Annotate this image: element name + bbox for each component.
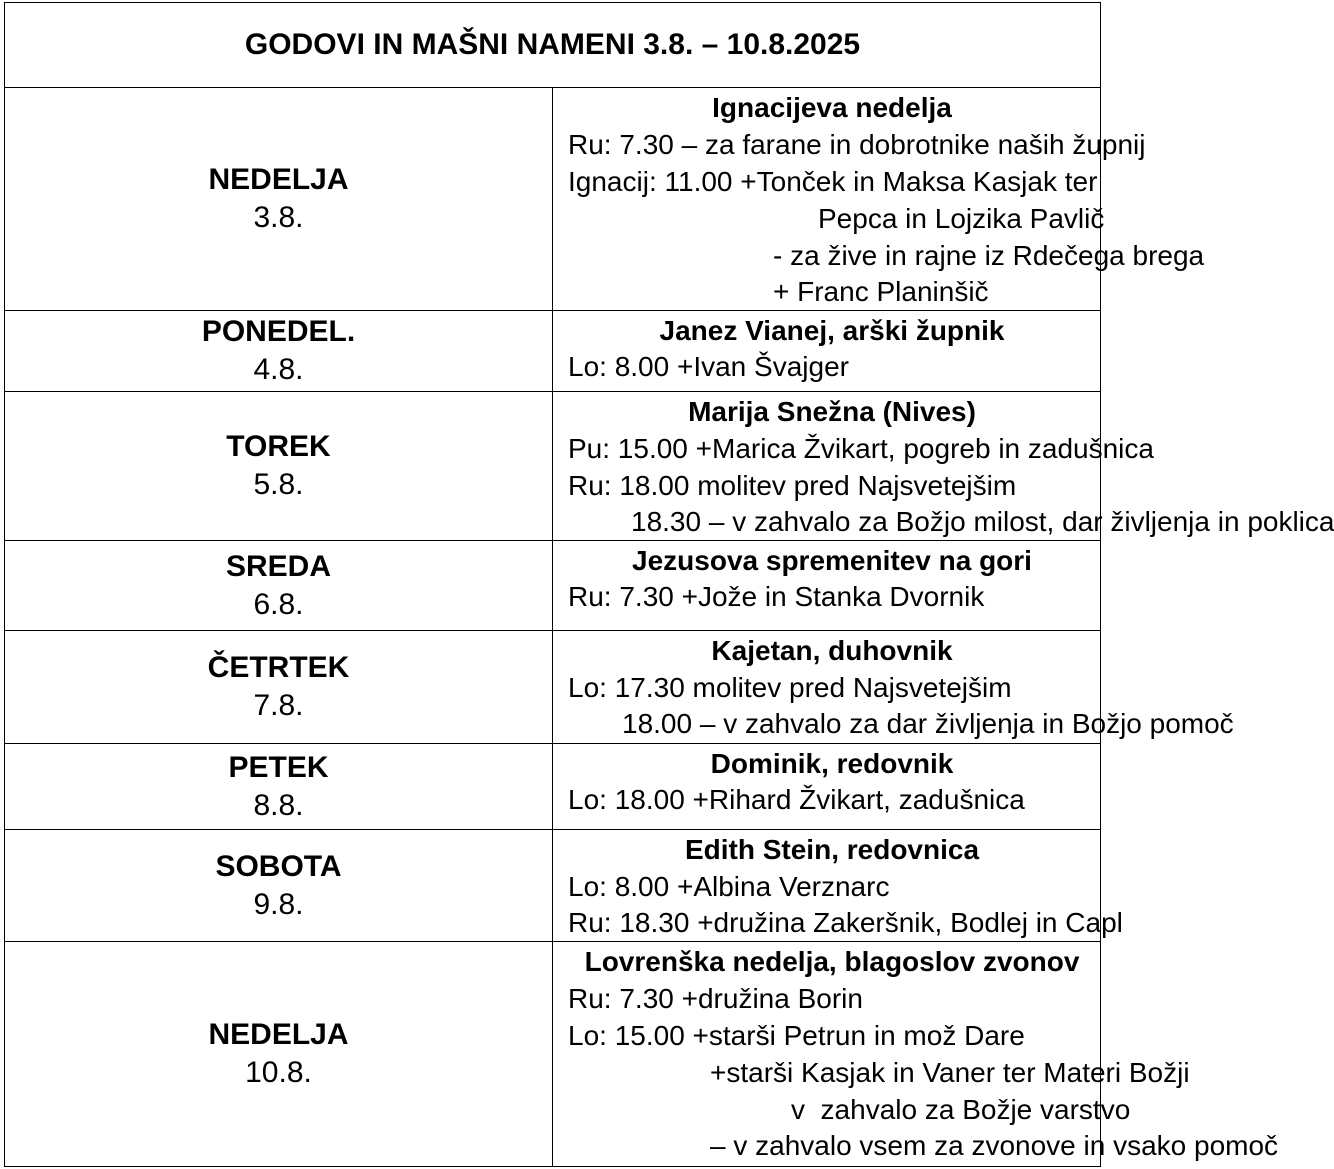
- feast-title: Lovrenška nedelja, blagoslov zvonov: [584, 946, 1080, 977]
- day-cell: [5, 744, 553, 830]
- mass-line: Ru: 18.00 molitev pred Najsvetejšim: [568, 470, 1017, 501]
- mass-info-cell: [553, 631, 1234, 744]
- mass-line: Lo: 8.00 +Albina Verznarc: [568, 871, 890, 902]
- day-row: [5, 631, 1101, 744]
- mass-line: Ignacij: 11.00 +Tonček in Maksa Kasjak ter: [568, 166, 1098, 197]
- mass-line: Ru: 7.30 – za farane in dobrotnike naših župnij: [568, 129, 1146, 160]
- mass-line: 18.00 – v zahvalo za dar življenja in Božjo pomoč: [622, 708, 1234, 739]
- mass-line: Ru: 7.30 +Jože in Stanka Dvornik: [568, 581, 985, 612]
- day-date: 5.8.: [253, 468, 304, 501]
- day-date: 10.8.: [245, 1056, 312, 1089]
- day-date: 3.8.: [253, 201, 304, 234]
- day-row: [5, 392, 1101, 541]
- mass-line: Pepca in Lojzika Pavlič: [818, 203, 1105, 234]
- day-cell: [5, 942, 553, 1167]
- day-name: TOREK: [226, 430, 331, 463]
- mass-info-cell: [553, 392, 1334, 541]
- day-cell: [5, 631, 553, 744]
- mass-line: – v zahvalo vsem za zvonove in vsako pomoč: [710, 1130, 1279, 1161]
- feast-title: Ignacijeva nedelja: [712, 92, 952, 123]
- mass-line: Ru: 7.30 +družina Borin: [568, 983, 863, 1014]
- day-cell: [5, 311, 553, 392]
- mass-info-cell: [553, 311, 1101, 392]
- day-name: PETEK: [228, 750, 329, 784]
- mass-info-cell: [553, 88, 1205, 311]
- mass-info-cell: [553, 541, 1101, 631]
- mass-line: 18.30 – v zahvalo za Božjo milost, dar življenja in poklica: [631, 506, 1334, 537]
- mass-line: Pu: 15.00 +Marica Žvikart, pogreb in zadušnica: [568, 433, 1154, 464]
- mass-line: Lo: 18.00 +Rihard Žvikart, zadušnica: [568, 784, 1025, 815]
- day-name: ČETRTEK: [207, 651, 350, 684]
- mass-line: Ru: 18.30 +družina Zakeršnik, Bodlej in Capl: [568, 907, 1123, 938]
- day-row: [5, 541, 1101, 631]
- day-cell: [5, 88, 553, 311]
- feast-title: Janez Vianej, arški župnik: [659, 315, 1005, 346]
- mass-info-cell: [553, 942, 1279, 1167]
- feast-title: Kajetan, duhovnik: [711, 635, 953, 666]
- feast-title: Marija Snežna (Nives): [688, 396, 976, 427]
- mass-line: + Franc Planinšič: [773, 276, 989, 307]
- day-date: 4.8.: [253, 353, 304, 386]
- day-row: [5, 744, 1101, 830]
- day-row: [5, 311, 1101, 392]
- mass-line: v zahvalo za Božje varstvo: [791, 1094, 1131, 1125]
- day-date: 7.8.: [253, 689, 304, 722]
- feast-title: Edith Stein, redovnica: [684, 834, 980, 865]
- day-cell: [5, 830, 553, 942]
- day-date: 8.8.: [253, 788, 304, 822]
- day-row: [5, 942, 1101, 1167]
- mass-line: Lo: 17.30 molitev pred Najsvetejšim: [568, 672, 1012, 703]
- day-name: NEDELJA: [208, 163, 349, 196]
- mass-line: +starši Kasjak in Vaner ter Materi Božji: [710, 1057, 1190, 1088]
- day-date: 6.8.: [253, 587, 304, 621]
- mass-line: - za žive in rajne iz Rdečega brega: [773, 240, 1205, 271]
- day-name: PONEDEL.: [201, 315, 356, 348]
- day-name: NEDELJA: [208, 1018, 349, 1051]
- day-cell: [5, 392, 553, 541]
- feast-title: Jezusova spremenitev na gori: [632, 545, 1032, 576]
- mass-line: Lo: 8.00 +Ivan Švajger: [568, 351, 849, 382]
- schedule-title: GODOVI IN MAŠNI NAMENI 3.8. – 10.8.2025: [5, 3, 1101, 88]
- schedule-table: [4, 2, 1334, 1167]
- title-row: [5, 3, 1101, 88]
- mass-info-cell: [553, 830, 1123, 942]
- mass-info-cell: [553, 744, 1101, 830]
- day-name: SREDA: [225, 549, 331, 583]
- feast-title: Dominik, redovnik: [710, 748, 954, 779]
- day-row: [5, 830, 1101, 942]
- day-date: 9.8.: [253, 887, 304, 921]
- day-name: SOBOTA: [215, 849, 342, 883]
- day-row: [5, 88, 1101, 311]
- day-cell: [5, 541, 553, 631]
- mass-line: Lo: 15.00 +starši Petrun in mož Dare: [568, 1020, 1025, 1051]
